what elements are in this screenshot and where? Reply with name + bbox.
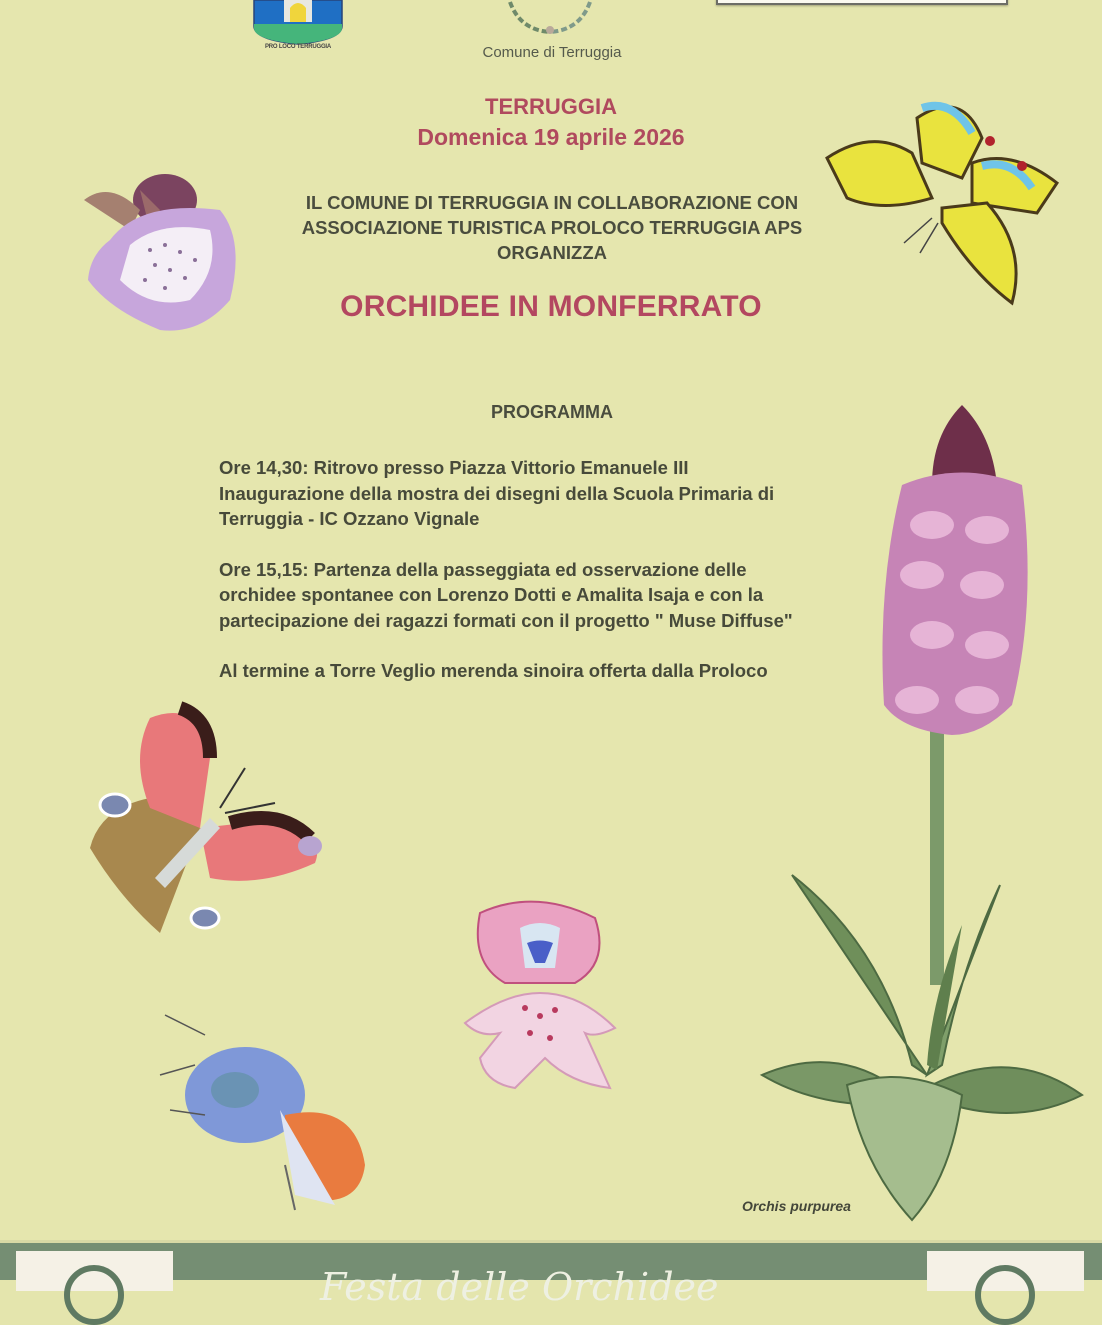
program-item	[219, 455, 899, 532]
event-date: Domenica 19 aprile 2026	[417, 124, 685, 150]
organizers-block	[230, 190, 874, 265]
bottom-banner	[0, 1240, 1102, 1309]
comune-wreath-emblem	[500, 0, 600, 36]
program-list	[219, 455, 899, 709]
program-line: Ore 14,30: Ritrovo presso Piazza Vittorio Emanuele III	[219, 457, 689, 478]
organizers-line: IL COMUNE DI TERRUGGIA IN COLLABORAZIONE CON	[305, 192, 799, 213]
species-caption: Orchis purpurea	[742, 1198, 851, 1214]
organizers-line: ASSOCIAZIONE TURISTICA PROLOCO TERRUGGIA APS	[301, 217, 803, 238]
event-place: TERRUGGIA	[485, 94, 617, 119]
organizers-line: ORGANIZZA	[497, 242, 607, 263]
program-item	[219, 658, 899, 684]
swallowtail-butterfly-illustration	[822, 88, 1062, 308]
proloco-caption: PRO LOCO TERRUGGIA	[264, 44, 332, 50]
banner-logo-left	[16, 1251, 173, 1291]
orchid-circle-logo-icon	[975, 1265, 1035, 1325]
program-line: partecipazione dei ragazzi formati con il progetto " Muse Diffuse"	[219, 609, 793, 631]
bee-drawing	[165, 1015, 375, 1215]
banner-title: Festa delle Orchidee	[320, 1265, 719, 1309]
program-heading: PROGRAMMA	[491, 402, 613, 422]
program-line: Inaugurazione della mostra dei disegni della Scuola Primaria di	[219, 482, 775, 504]
program-line: Ore 15,15: Partenza della passeggiata ed osservazione delle	[219, 558, 747, 580]
event-title: ORCHIDEE IN MONFERRATO	[340, 290, 762, 323]
program-line: Al termine a Torre Veglio merenda sinoira offerta dalla Proloco	[219, 660, 768, 681]
orchid-flower-illustration	[70, 160, 250, 350]
program-item	[219, 557, 899, 634]
program-line: Terruggia - IC Ozzano Vignale	[219, 508, 480, 529]
program-line: orchidee spontanee con Lorenzo Dotti e Amalita Isaja e con la	[219, 584, 764, 605]
orchid-circle-logo-icon	[64, 1265, 124, 1325]
banner-logo-right	[927, 1251, 1084, 1291]
orchis-purpurea-plant-illustration	[872, 405, 1092, 1235]
child-orchid-drawing	[465, 888, 615, 1098]
sponsor-logo-box	[716, 0, 1008, 5]
comune-caption: Comune di Terruggia	[482, 44, 622, 61]
peacock-butterfly-drawing	[60, 698, 330, 953]
